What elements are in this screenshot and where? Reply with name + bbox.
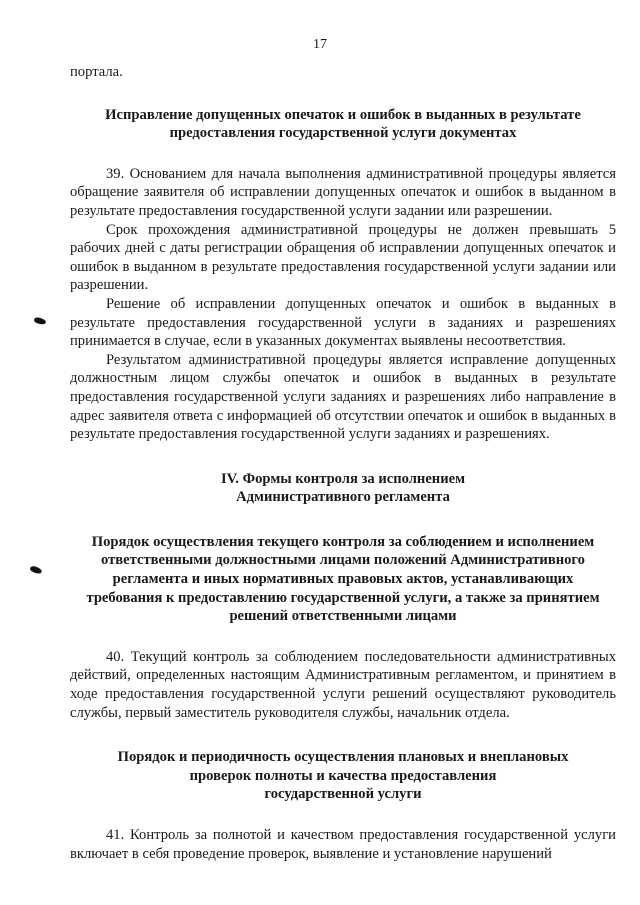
lead-fragment: портала. bbox=[70, 64, 123, 80]
page-number: 17 bbox=[313, 37, 327, 52]
punch-hole-mark bbox=[33, 316, 46, 325]
section-heading-corrections bbox=[70, 106, 616, 143]
heading-line: Порядок и периодичность осуществления плановых и внеплановых bbox=[117, 749, 569, 766]
paragraph-40: 40. Текущий контроль за соблюдением последовательности административных действий, определенных настоящим Административным регламентом, и принятием в ходе предоставления государственной услуги решений осуществляют руководитель службы, первый заместитель руководителя службы, начальник отдела. bbox=[70, 648, 616, 721]
heading-line: государственной услуги bbox=[264, 786, 422, 803]
heading-line: требования к предоставлению государственной услуги, а также за принятием bbox=[86, 589, 600, 606]
heading-line: решений ответственными лицами bbox=[229, 608, 457, 625]
paragraph-41: 41. Контроль за полнотой и качеством предоставления государственной услуги включает в себя проведение проверок, выявление и установление нарушений bbox=[70, 827, 616, 862]
punch-hole-mark bbox=[29, 565, 42, 575]
heading-line: Административного регламента bbox=[236, 489, 450, 506]
section-heading-inspections bbox=[70, 748, 616, 804]
paragraph: Результатом административной процедуры является исправление допущенных должностным лицом службы опечаток и ошибок в выданных в результате предоставления государственной услуги заданиях и разрешениях либо направление в адрес заявителя ответа с информацией об отсутствии опечаток и ошибок в выданных в результате предоставления государственной услуги заданиях и разрешениях. bbox=[70, 351, 616, 443]
paragraph-39: 39. Основанием для начала выполнения административной процедуры является обращение заявителя об исправлении допущенных опечаток и ошибок в выданном в результате предоставления государственной услуги задании или разрешении. bbox=[70, 165, 616, 219]
heading-line: предоставления государственной услуги документах bbox=[169, 125, 517, 142]
section-heading-current-control bbox=[70, 533, 616, 626]
heading-line: проверок полноты и качества предоставления bbox=[189, 767, 497, 784]
paragraph: Решение об исправлении допущенных опечаток и ошибок в выданных в результате предоставления государственной услуги в заданиях и разрешениях принимается в случае, если в указанных документах выявлены несоответствия. bbox=[70, 295, 616, 350]
heading-line: регламента и иных нормативных правовых актов, устанавливающих bbox=[112, 571, 574, 588]
heading-line: Исправление допущенных опечаток и ошибок в выданных в результате bbox=[105, 106, 581, 123]
document-body bbox=[70, 63, 616, 863]
paragraph: Срок прохождения административной процедуры не должен превышать 5 рабочих дней с даты регистрации обращения об исправлении допущенных опечаток и ошибок в выданном в результате предоставления государственной услуги задании или разрешении. bbox=[70, 221, 616, 294]
chapter-heading-iv bbox=[70, 470, 616, 507]
heading-line: IV. Формы контроля за исполнением bbox=[220, 470, 466, 487]
heading-line: ответственными должностными лицами положений Административного bbox=[101, 552, 585, 569]
heading-line: Порядок осуществления текущего контроля за соблюдением и исполнением bbox=[91, 533, 595, 550]
